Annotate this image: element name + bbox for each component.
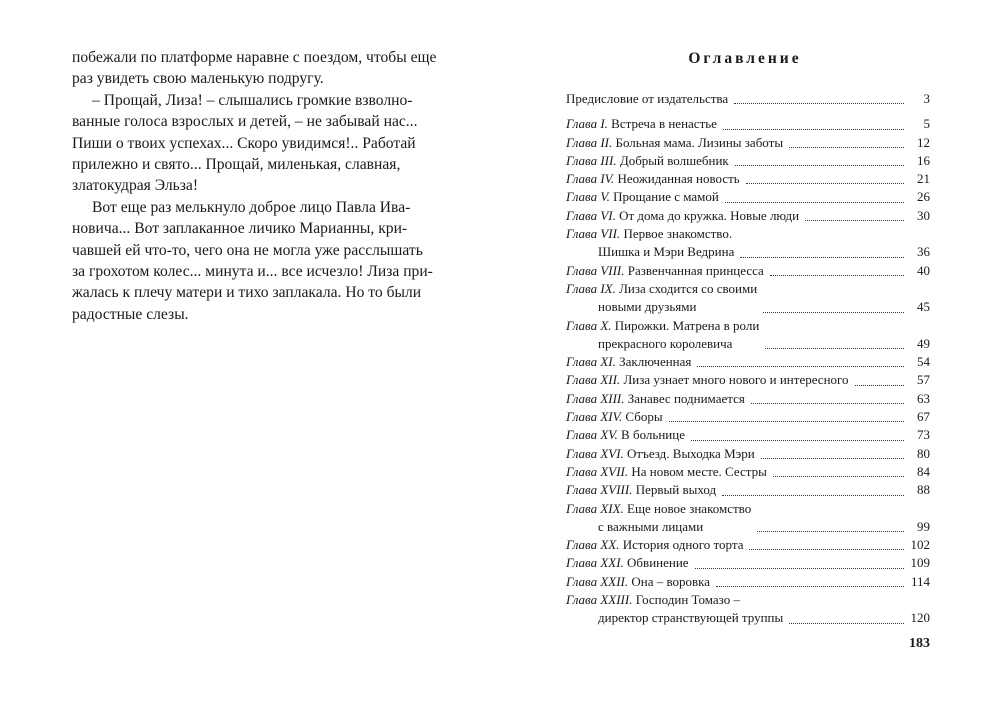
toc-leader — [770, 275, 904, 276]
toc-entry-page: 40 — [917, 262, 930, 278]
toc-entry — [566, 463, 930, 481]
toc-leader — [697, 366, 904, 367]
toc-entry — [566, 481, 930, 499]
toc-chapter-title: Занавес поднимается — [627, 390, 745, 406]
paragraph — [72, 47, 438, 90]
toc-leader — [722, 495, 904, 496]
toc-entry — [566, 500, 930, 537]
text-line: жалась к плечу матери и тихо заплакала. Но то были — [72, 284, 422, 302]
toc-chapter-label: Глава VI. — [566, 207, 616, 223]
toc-leader — [761, 458, 904, 459]
toc-entry — [566, 353, 930, 371]
text-line: златокудрая Эльза! — [72, 177, 199, 195]
toc-leader — [765, 348, 904, 349]
toc-chapter-label: Глава XV. — [566, 427, 618, 443]
toc-chapter-title: Прощание с мамой — [613, 189, 719, 205]
toc-entry-page: 26 — [917, 189, 930, 205]
toc-chapter-title: Неожиданная новость — [617, 171, 740, 187]
toc-leader — [695, 568, 904, 569]
toc-leader — [716, 586, 904, 587]
toc-entry-page: 36 — [917, 244, 930, 260]
text-line: ванные голоса взрослых и детей, – не забывай нас... — [72, 113, 418, 131]
toc-entry — [566, 591, 930, 628]
toc-chapter-title: История одного торта — [622, 537, 744, 553]
toc-entry — [566, 573, 930, 591]
toc-entry-text — [566, 170, 740, 188]
toc-chapter-label: Глава X. — [566, 317, 612, 333]
toc-entry — [566, 207, 930, 225]
toc-entry-page: 12 — [917, 134, 930, 150]
toc-leader — [763, 312, 904, 313]
toc-leader — [740, 257, 904, 258]
toc-entry — [566, 134, 930, 152]
toc-entry-text — [566, 591, 783, 628]
toc-chapter-label: Глава XXIII. — [566, 592, 633, 608]
toc-entry — [566, 188, 930, 206]
toc-entry-page: 73 — [917, 427, 930, 443]
toc-chapter-title: От дома до кружка. Новые люди — [619, 207, 800, 223]
toc-chapter-label: Глава VII. — [566, 226, 621, 242]
toc-entry-page: 120 — [910, 610, 930, 626]
toc-entry-text: Предисловие от издательства — [566, 91, 729, 106]
toc-entry-text — [566, 371, 849, 389]
toc-entry-text — [566, 152, 729, 170]
toc-entry-text — [566, 408, 663, 426]
toc-entry-text — [566, 426, 685, 444]
toc-entry-page: 5 — [923, 116, 930, 132]
toc-entry-text — [566, 500, 751, 537]
toc-entry-page: 30 — [917, 207, 930, 223]
toc-chapter-label: Глава XII. — [566, 372, 621, 388]
toc-chapter-title-continued: директор странствующей труппы — [598, 610, 784, 626]
toc-chapter-label: Глава IX. — [566, 280, 616, 296]
toc-title: Оглавление — [688, 50, 802, 67]
toc-chapter-label: Глава I. — [566, 116, 608, 132]
text-line: раз увидеть свою маленькую подругу. — [72, 70, 324, 88]
toc-entry — [566, 390, 930, 408]
toc-entry — [566, 225, 930, 262]
toc-chapter-title: Лиза сходится со своими — [619, 280, 758, 296]
toc-entry-page: 114 — [910, 573, 930, 589]
toc-chapter-title: Еще новое знакомство — [627, 500, 752, 516]
toc-chapter-label: Глава III. — [566, 152, 617, 168]
toc-entry-page: 57 — [917, 372, 930, 388]
toc-leader — [749, 549, 904, 550]
toc-chapter-title-continued: прекрасного королевича — [598, 335, 733, 351]
toc-entry-preface — [566, 90, 930, 108]
toc-entry-text — [566, 207, 799, 225]
toc-chapter-title: Отъезд. Выходка Мэри — [627, 445, 755, 461]
toc-entry-text — [566, 445, 755, 463]
toc-leader — [725, 202, 904, 203]
text-line: – Прощай, Лиза! – слышались громкие взволно- — [92, 91, 413, 109]
toc-entry-text — [566, 536, 743, 554]
toc-entry-page: 67 — [917, 409, 930, 425]
toc-entry-page: 109 — [910, 555, 930, 571]
toc-entry — [566, 554, 930, 572]
toc-entry-text — [566, 317, 759, 354]
toc-entry — [566, 408, 930, 426]
toc-leader — [789, 147, 904, 148]
text-line: Пиши о твоих успехах... Скоро увидимся!.. Работай — [72, 134, 416, 152]
toc-chapter-label: Глава XVIII. — [566, 482, 633, 498]
toc-leader — [735, 165, 904, 166]
table-of-contents — [566, 90, 930, 628]
toc-leader — [773, 476, 904, 477]
toc-leader — [746, 183, 904, 184]
toc-entry-text — [566, 463, 767, 481]
text-line: за грохотом колес... минута и... все исчезло! Лиза при- — [72, 263, 433, 281]
toc-chapter-title: Сборы — [625, 409, 663, 425]
toc-entry — [566, 536, 930, 554]
toc-chapter-label: Глава XIV. — [566, 409, 623, 425]
toc-chapter-label: Глава V. — [566, 189, 610, 205]
toc-chapter-title: Обвинение — [627, 555, 689, 571]
toc-leader — [669, 421, 904, 422]
toc-entry-page: 88 — [917, 482, 930, 498]
toc-chapter-label: Глава XIII. — [566, 390, 625, 406]
toc-chapter-title: Лиза узнает много нового и интересного — [623, 372, 849, 388]
toc-chapter-label: Глава VIII. — [566, 262, 625, 278]
toc-chapter-label: Глава XVII. — [566, 463, 629, 479]
text-line: прилежно и свято... Прощай, миленькая, славная, — [72, 156, 401, 174]
toc-entry — [566, 280, 930, 317]
toc-leader — [855, 385, 904, 386]
paragraph — [72, 90, 438, 197]
toc-chapter-title-continued: Шишка и Мэри Ведрина — [598, 244, 735, 260]
toc-entry-page: 49 — [917, 335, 930, 351]
toc-chapter-title: В больнице — [621, 427, 685, 443]
toc-chapter-title: Пирожки. Матрена в роли — [614, 317, 760, 333]
page-number: 183 — [909, 636, 930, 651]
toc-entry-text — [566, 262, 764, 280]
toc-entry-text — [566, 481, 716, 499]
toc-entry-text — [566, 554, 689, 572]
text-line: новича... Вот заплаканное личико Марианны, кри- — [72, 220, 408, 238]
toc-entry-page: 45 — [917, 299, 930, 315]
toc-chapter-title: Добрый волшебник — [619, 152, 729, 168]
toc-chapter-title: На новом месте. Сестры — [631, 463, 767, 479]
toc-chapter-label: Глава XVI. — [566, 445, 624, 461]
toc-entry-text — [566, 188, 719, 206]
paragraph — [72, 197, 438, 325]
toc-chapter-title: Первый выход — [635, 482, 717, 498]
toc-leader — [757, 531, 904, 532]
toc-leader — [723, 129, 904, 130]
toc-entry-page: 3 — [923, 91, 930, 106]
toc-entry — [566, 262, 930, 280]
toc-entry-page: 80 — [917, 445, 930, 461]
toc-chapter-title-continued: с важными лицами — [598, 518, 704, 534]
toc-chapter-label: Глава XXII. — [566, 573, 629, 589]
text-line: побежали по платформе наравне с поездом, чтобы еще — [72, 49, 437, 66]
toc-leader — [805, 220, 904, 221]
toc-entry-text — [566, 573, 710, 591]
toc-entry-page: 84 — [917, 463, 930, 479]
toc-entry-text — [566, 115, 717, 133]
toc-chapter-label: Глава XIX. — [566, 500, 624, 516]
toc-entry — [566, 152, 930, 170]
toc-entry — [566, 426, 930, 444]
toc-entry-text — [566, 225, 734, 262]
toc-leader — [789, 623, 904, 624]
toc-entry-page: 21 — [917, 171, 930, 187]
toc-chapter-title: Встреча в ненастье — [611, 116, 717, 132]
text-line: радостные слезы. — [72, 305, 189, 323]
toc-chapter-title: Первое знакомство. — [623, 226, 733, 242]
toc-entry-page: 16 — [917, 152, 930, 168]
toc-entry-page: 63 — [917, 390, 930, 406]
toc-entry — [566, 317, 930, 354]
toc-chapter-title: Господин Томазо – — [635, 592, 740, 608]
toc-entry — [566, 115, 930, 133]
toc-chapter-label: Глава IV. — [566, 171, 615, 187]
toc-leader — [751, 403, 904, 404]
toc-entry-text — [566, 280, 757, 317]
toc-entry-page: 99 — [917, 518, 930, 534]
toc-entry — [566, 371, 930, 389]
toc-entry-text — [566, 390, 745, 408]
toc-chapter-title-continued: новыми друзьями — [598, 299, 697, 315]
toc-entry-page: 54 — [917, 354, 930, 370]
toc-chapter-title: Больная мама. Лизины заботы — [615, 134, 784, 150]
toc-chapter-label: Глава XXI. — [566, 555, 624, 571]
toc-entry — [566, 170, 930, 188]
toc-chapter-title: Развенчанная принцесса — [627, 262, 764, 278]
toc-leader — [734, 103, 904, 104]
toc-chapter-title: Заключенная — [619, 354, 692, 370]
toc-chapter-label: Глава XI. — [566, 354, 616, 370]
toc-chapter-list — [566, 115, 930, 627]
toc-entry — [566, 445, 930, 463]
toc-entry-text — [566, 353, 691, 371]
left-page-text — [72, 47, 438, 325]
toc-entry-text — [566, 134, 783, 152]
toc-leader — [691, 440, 904, 441]
toc-chapter-label: Глава II. — [566, 134, 613, 150]
toc-chapter-title: Она – воровка — [631, 573, 711, 589]
text-line: чавшей ей что-то, чего она не могла уже расслышать — [72, 241, 423, 259]
toc-chapter-label: Глава XX. — [566, 537, 620, 553]
toc-entry-page: 102 — [910, 537, 930, 553]
text-line: Вот еще раз мелькнуло доброе лицо Павла Ива- — [92, 198, 411, 216]
